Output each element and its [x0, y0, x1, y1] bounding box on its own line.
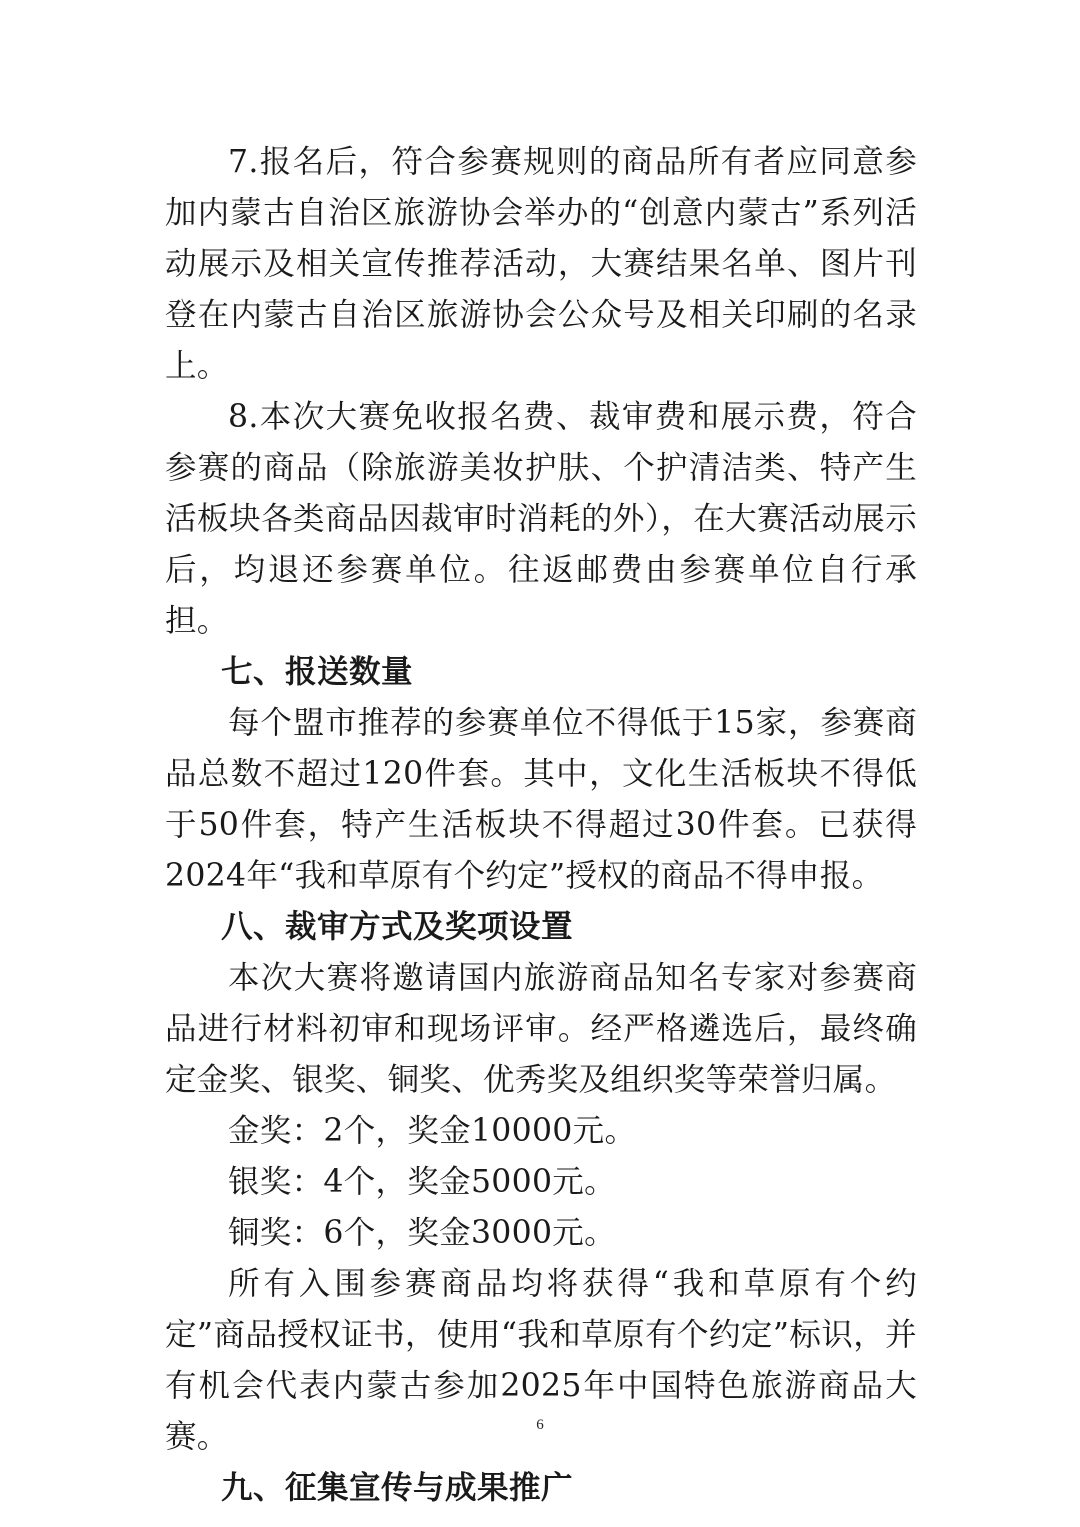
section-heading-submission-quantity: 七、报送数量	[221, 654, 414, 690]
section-heading-promotion: 九、征集宣传与成果推广	[221, 1470, 574, 1506]
award-gold: 金奖：2个，奖金10000元。	[228, 1113, 637, 1149]
document-body	[165, 137, 917, 1514]
paragraph-submission-quantity: 每个盟市推荐的参赛单位不得低于15家，参赛商品总数不超过120件套。其中，文化生活板块不得低于50件套，特产生活板块不得超过30件套。已获得2024年“我和草原有个约定”授权的商品不得申报。	[165, 705, 917, 894]
award-bronze: 铜奖：6个，奖金3000元。	[228, 1215, 616, 1251]
award-silver: 银奖：4个，奖金5000元。	[228, 1164, 616, 1200]
paragraph-review-method: 本次大赛将邀请国内旅游商品知名专家对参赛商品进行材料初审和现场评审。经严格遴选后，最终确定金奖、银奖、铜奖、优秀奖及组织奖等荣誉归属。	[165, 960, 917, 1098]
paragraph-fee-exemption: 8.本次大赛免收报名费、裁审费和展示费，符合参赛的商品（除旅游美妆护肤、个护清洁类、特产生活板块各类商品因裁审时消耗的外），在大赛活动展示后，均退还参赛单位。往返邮费由参赛单位自行承担。	[165, 399, 917, 639]
page-number: 6	[536, 1417, 544, 1433]
section-heading-review-awards: 八、裁审方式及奖项设置	[221, 909, 574, 945]
paragraph-registration-consent: 7.报名后，符合参赛规则的商品所有者应同意参加内蒙古自治区旅游协会举办的“创意内蒙古”系列活动展示及相关宣传推荐活动，大赛结果名单、图片刊登在内蒙古自治区旅游协会公众号及相关印刷的名录上。	[165, 144, 917, 384]
paragraph-authorization-certificate: 所有入围参赛商品均将获得“我和草原有个约定”商品授权证书，使用“我和草原有个约定”标识，并有机会代表内蒙古参加2025年中国特色旅游商品大赛。	[165, 1266, 917, 1455]
